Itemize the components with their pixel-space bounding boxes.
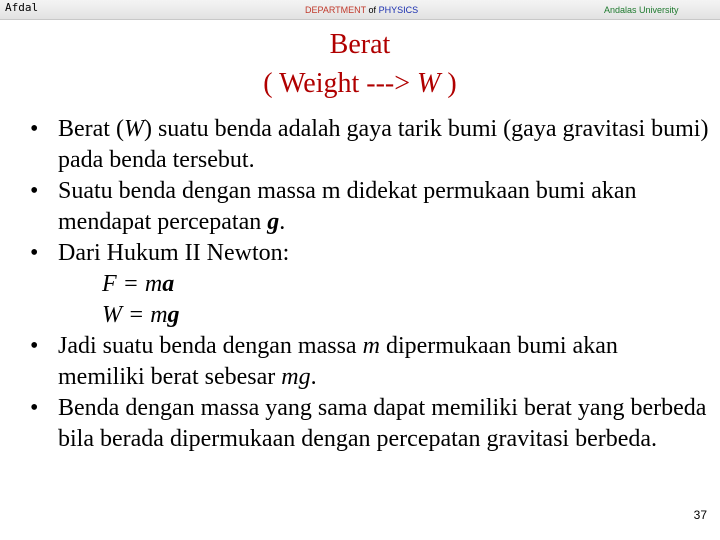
bullet-text: Dari Hukum II Newton:	[58, 240, 290, 266]
bullet-text: Jadi suatu benda dengan massa	[58, 333, 363, 359]
department-name: PHYSICS	[378, 5, 419, 15]
bullet-text: Benda dengan massa yang sama dapat memiliki berat yang berbeda bila berada dipermukaan dengan percepatan gravitasi berbeda.	[58, 395, 707, 452]
subtitle-symbol: W	[417, 68, 441, 99]
bullet-text: dipermukaan bumi akan memiliki berat sebesar	[58, 333, 618, 390]
equation-accel: a	[162, 271, 175, 297]
equation-gravity: g	[167, 302, 180, 328]
equation-lhs: F = m	[102, 271, 163, 297]
bullet-dot: •	[30, 116, 39, 142]
bullet-text: .	[279, 209, 286, 235]
bullet-list	[30, 114, 710, 455]
bullet-item	[30, 331, 710, 393]
bullet-dot: •	[30, 395, 39, 421]
slide-title: Berat	[329, 29, 391, 60]
header-bar	[0, 0, 720, 20]
bullet-text: Suatu benda dengan massa m didekat permukaan bumi akan mendapat percepatan	[58, 178, 637, 235]
equation-newton	[30, 269, 710, 300]
variable-g: g	[267, 209, 280, 235]
bullet-text: .	[310, 364, 317, 390]
variable-w: W	[123, 116, 144, 142]
department-of: of	[368, 5, 377, 15]
bullet-dot: •	[30, 178, 39, 204]
bullet-text: ) suatu benda adalah gaya tarik bumi (gaya gravitasi bumi) pada benda tersebut.	[58, 116, 709, 173]
university-label: Andalas University	[604, 5, 679, 15]
author-label: Afdal	[5, 1, 39, 14]
variable-mg: mg	[281, 364, 311, 390]
department-word: DEPARTMENT	[305, 5, 367, 15]
subtitle-prefix: ( Weight --->	[263, 68, 411, 99]
bullet-item	[30, 114, 710, 176]
variable-m: m	[362, 333, 380, 359]
bullet-text: Berat (	[58, 116, 124, 142]
subtitle-suffix: )	[447, 68, 457, 99]
department-label	[305, 4, 418, 16]
slide-subtitle	[0, 67, 720, 101]
bullet-dot: •	[30, 333, 39, 359]
bullet-item	[30, 176, 710, 238]
bullet-item	[30, 393, 710, 455]
equation-weight	[30, 300, 710, 331]
page-number: 37	[693, 508, 707, 522]
bullet-item	[30, 238, 710, 269]
equation-lhs: W = m	[102, 302, 168, 328]
bullet-dot: •	[30, 240, 39, 266]
